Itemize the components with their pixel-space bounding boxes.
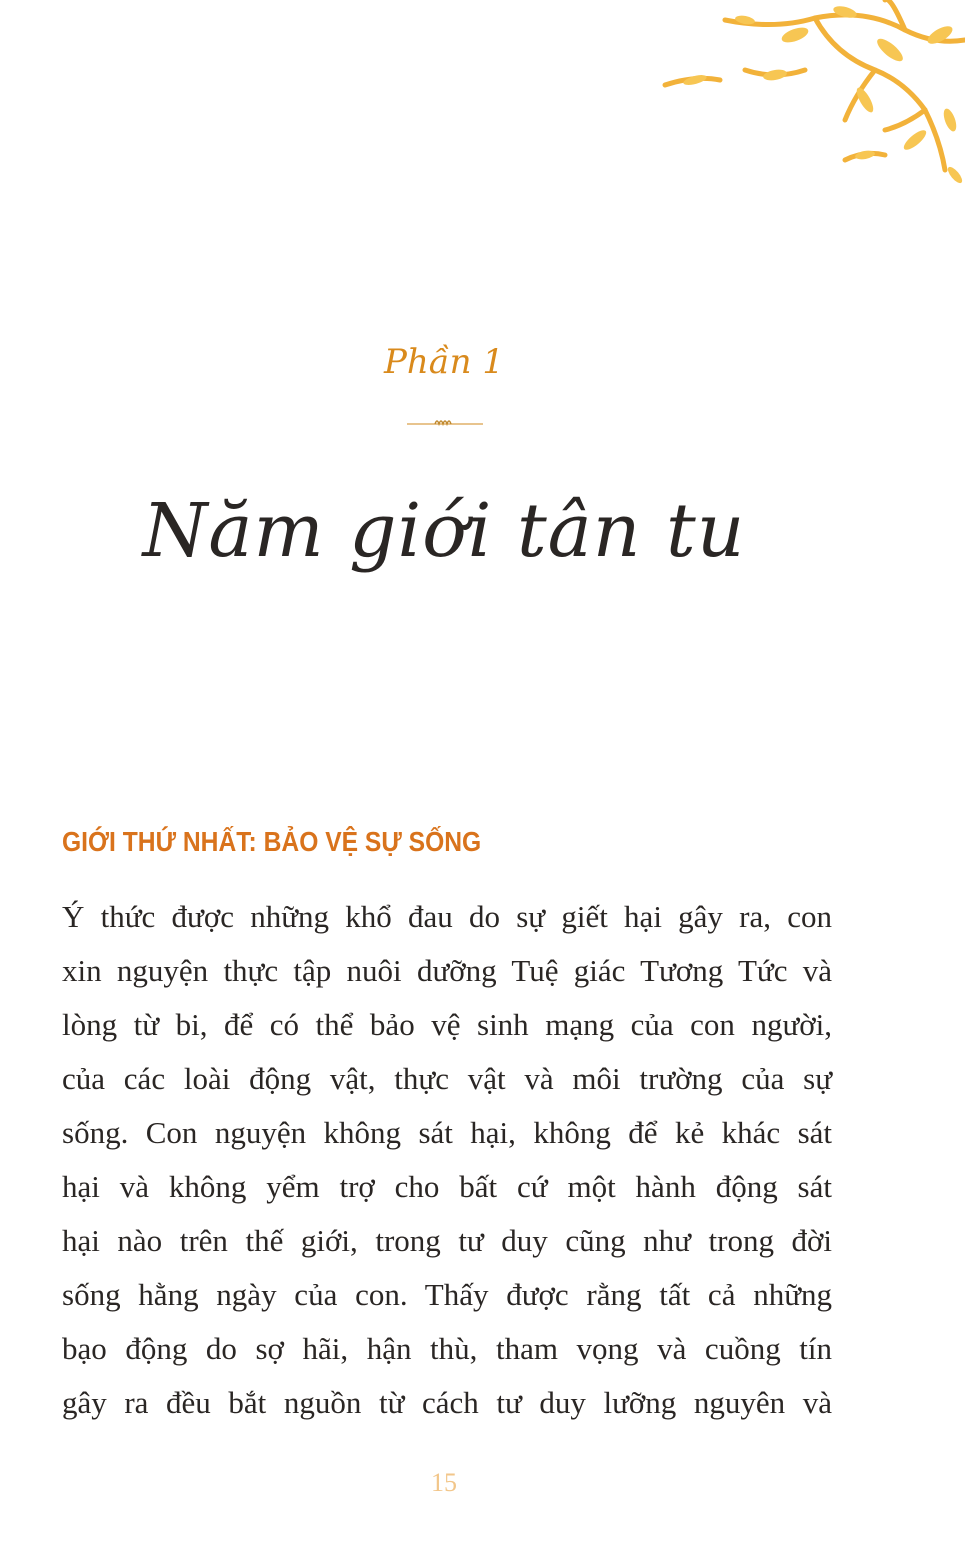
text-line: bạo động do sợ hãi, hận thù, tham vọng và cuồng tín (62, 1331, 832, 1366)
text-line: sống. Con nguyện không sát hại, không để kẻ khác sát (62, 1115, 832, 1150)
part-label: Phần 1 (384, 342, 504, 382)
chapter-title: Năm giới tân tu (142, 488, 746, 574)
text-line: hại nào trên thế giới, trong tư duy cũng như trong đời (62, 1223, 832, 1258)
flourish-divider-icon (405, 414, 485, 434)
body-paragraph (62, 890, 832, 1430)
text-line: của các loài động vật, thực vật và môi trường của sự (62, 1061, 832, 1096)
text-line: gây ra đều bắt nguồn từ cách tư duy lưỡng nguyên và (62, 1385, 832, 1420)
text-line: lòng từ bi, để có thể bảo vệ sinh mạng của con người, (62, 1007, 832, 1042)
text-line: xin nguyện thực tập nuôi dưỡng Tuệ giác Tương Tức và (62, 953, 832, 988)
text-line: Ý thức được những khổ đau do sự giết hại gây ra, con (62, 899, 832, 934)
autumn-branch-icon (545, 0, 965, 200)
section-heading: GIỚI THỨ NHẤT: BẢO VỆ SỰ SỐNG (62, 826, 482, 857)
text-line: sống hằng ngày của con. Thấy được rằng tất cả những (62, 1277, 832, 1312)
page-number: 15 (431, 1468, 457, 1497)
text-line: hại và không yểm trợ cho bất cứ một hành động sát (62, 1169, 832, 1204)
